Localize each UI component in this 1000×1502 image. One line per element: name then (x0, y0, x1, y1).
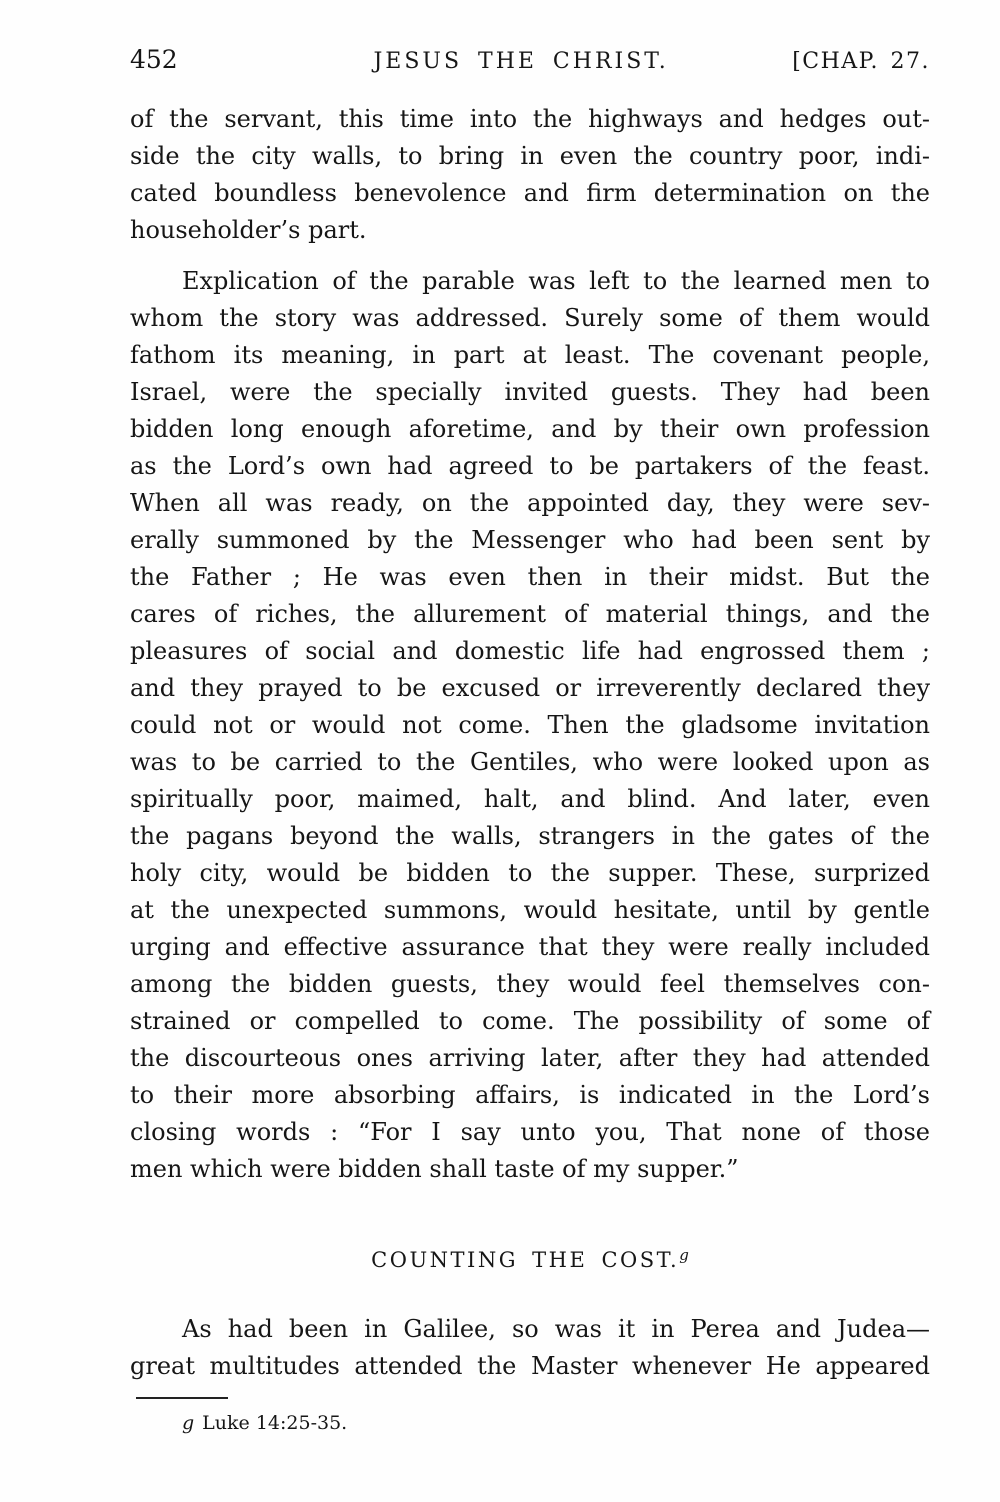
text-line: as the Lord’s own had agreed to be partakers of the feast. (130, 452, 930, 480)
running-title: JESUS THE CHRIST. (373, 49, 669, 74)
text-line: Israel, were the specially invited guests. They had been (130, 378, 930, 406)
paragraph (130, 101, 930, 249)
text-line: spiritually poor, maimed, halt, and blind. And later, even (130, 785, 930, 813)
text-line: As had been in Galilee, so was it in Perea and Judea— (182, 1315, 930, 1343)
text-line: the Father ; He was even then in their midst. But the (130, 563, 930, 591)
text-line: pleasures of social and domestic life had engrossed them ; (130, 637, 930, 665)
footnote-reference-mark: g (679, 1246, 689, 1264)
text-line: among the bidden guests, they would feel themselves con- (130, 970, 930, 998)
text-line: cares of riches, the allurement of material things, and the (130, 600, 930, 628)
text-line: holy city, would be bidden to the supper. These, surprized (130, 859, 930, 887)
text-line: fathom its meaning, in part at least. The covenant people, (130, 341, 930, 369)
paragraph (130, 263, 930, 1188)
page-number: 452 (130, 45, 178, 74)
section-heading (130, 1240, 930, 1275)
text-line: could not or would not come. Then the gladsome invitation (130, 711, 930, 739)
paragraphs-after-heading (130, 1311, 930, 1385)
text-line: side the city walls, to bring in even the country poor, indi- (130, 142, 930, 170)
footnote (130, 1411, 930, 1435)
text-line: householder’s part. (130, 216, 367, 244)
body-text (130, 101, 930, 1385)
text-line: at the unexpected summons, would hesitate, until by gentle (130, 896, 930, 924)
text-line: was to be carried to the Gentiles, who were looked upon as (130, 748, 930, 776)
text-line: great multitudes attended the Master whenever He appeared (130, 1352, 930, 1380)
section-heading-text: COUNTING THE COST. (371, 1248, 680, 1272)
text-line: and they prayed to be excused or irreverently declared they (130, 674, 930, 702)
chapter-reference: [CHAP. 27. (792, 49, 930, 74)
text-line: erally summoned by the Messenger who had been sent by (130, 526, 930, 554)
footnote-text: Luke 14:25-35. (202, 1412, 348, 1434)
running-header (130, 0, 930, 75)
paragraph (130, 1311, 930, 1385)
text-line: the pagans beyond the walls, strangers in the gates of the (130, 822, 930, 850)
footnote-area (130, 1397, 930, 1435)
text-line: to their more absorbing affairs, is indicated in the Lord’s (130, 1081, 930, 1109)
text-line: urging and effective assurance that they were really included (130, 933, 930, 961)
text-line: cated boundless benevolence and firm determination on the (130, 179, 930, 207)
footnote-marker: g (182, 1412, 195, 1434)
text-line: men which were bidden shall taste of my supper.” (130, 1155, 739, 1183)
text-line: Explication of the parable was left to the learned men to (182, 267, 930, 295)
text-line: the discourteous ones arriving later, after they had attended (130, 1044, 930, 1072)
footnote-divider-rule (136, 1397, 228, 1399)
paragraphs-before-heading (130, 101, 930, 1188)
text-line: When all was ready, on the appointed day, they were sev- (130, 489, 930, 517)
text-line: whom the story was addressed. Surely some of them would (130, 304, 930, 332)
text-block (130, 0, 930, 1435)
text-line: bidden long enough aforetime, and by their own profession (130, 415, 930, 443)
text-line: of the servant, this time into the highways and hedges out- (130, 105, 930, 133)
text-line: strained or compelled to come. The possibility of some of (130, 1007, 930, 1035)
text-line: closing words : “For I say unto you, That none of those (130, 1118, 930, 1146)
